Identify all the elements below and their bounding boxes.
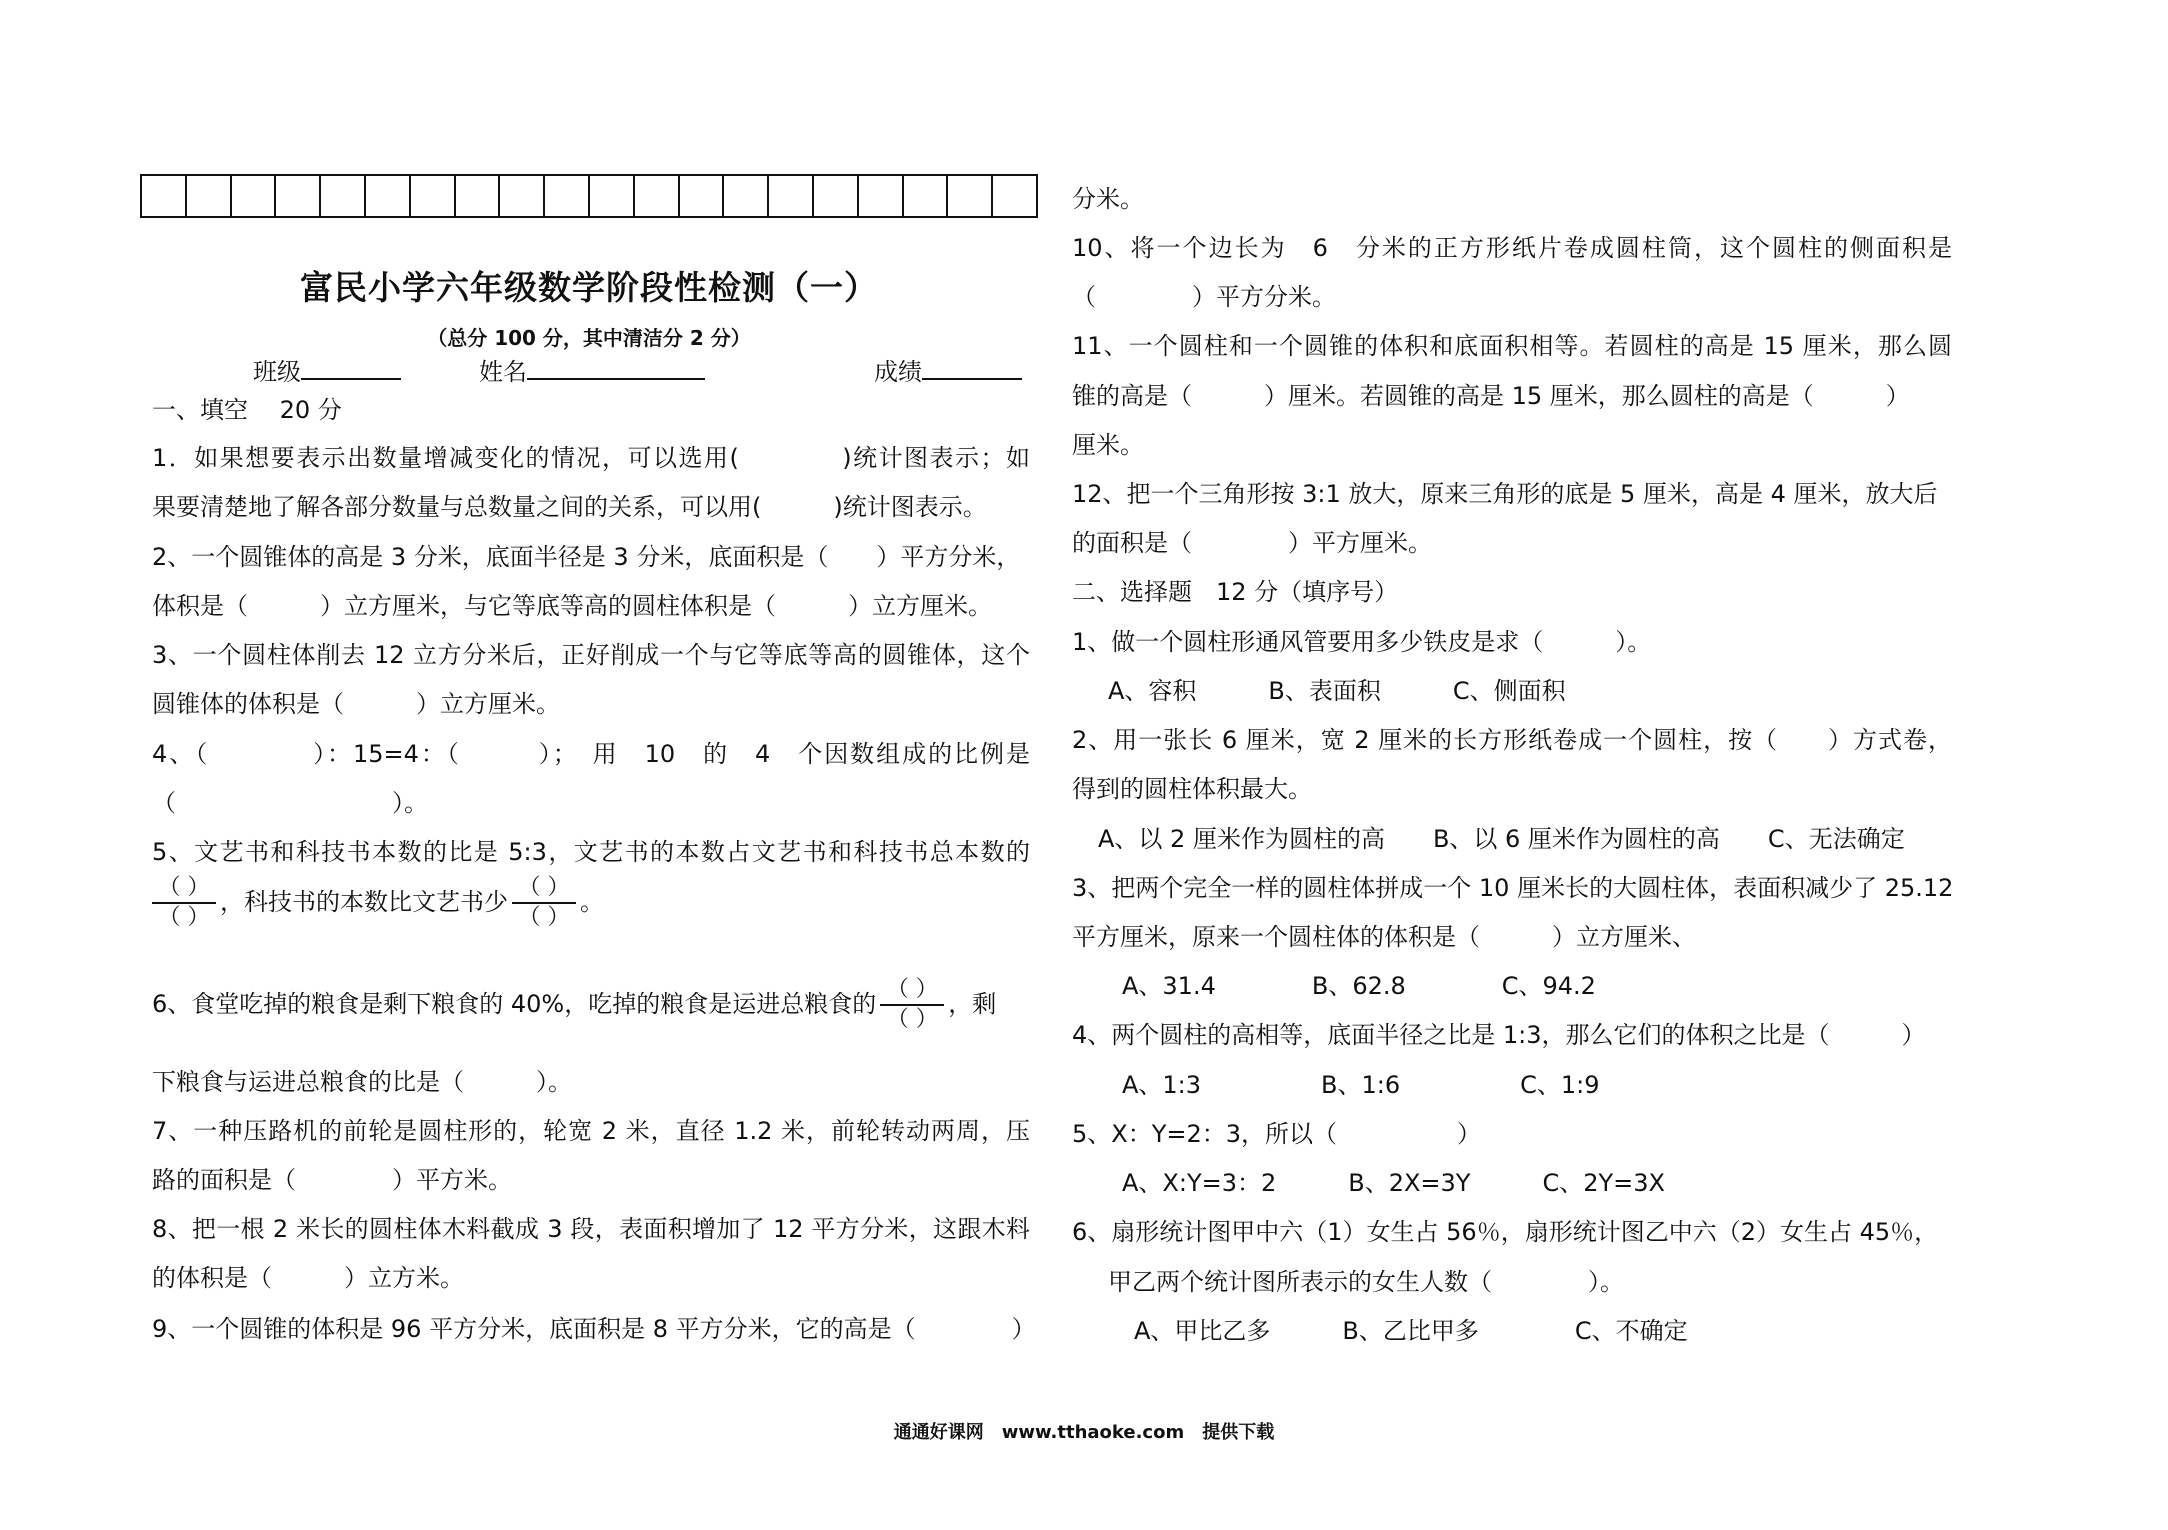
question-5-line-2: [152, 872, 1030, 932]
question-7-line-1: 7、一种压路机的前轮是圆柱形的，轮宽 2 米，直径 1.2 米，前轮转动两周，压: [152, 1117, 1030, 1145]
fraction-numerator: （ ）: [158, 875, 210, 900]
question-1-line-1: 1．如果想要表示出数量增减变化的情况，可以选用( )统计图表示；如: [152, 444, 1030, 472]
class-blank[interactable]: [301, 350, 401, 380]
choice-3-line-2: 平方厘米，原来一个圆柱体的体积是（ ）立方厘米、: [1072, 923, 1696, 951]
grid-cell[interactable]: [142, 176, 187, 216]
grid-cell[interactable]: [187, 176, 232, 216]
grid-cell[interactable]: [814, 176, 859, 216]
question-5-end-text: 。: [580, 888, 604, 916]
question-4-line-1: 4、（ ）：15=4：（ ）； 用 10 的 4 个因数组成的比例是: [152, 740, 1030, 768]
question-11-line-1: 11、一个圆柱和一个圆锥的体积和底面积相等。若圆柱的高是 15 厘米，那么圆: [1072, 332, 1952, 360]
grid-cell[interactable]: [769, 176, 814, 216]
grid-cell[interactable]: [545, 176, 590, 216]
grid-cell[interactable]: [456, 176, 501, 216]
exam-title: 富民小学六年级数学阶段性检测（一）: [300, 268, 878, 307]
question-6-line-1: [152, 974, 1030, 1034]
grid-cell[interactable]: [724, 176, 769, 216]
class-label: 班级: [253, 358, 301, 386]
choice-3-line-1: 3、把两个完全一样的圆柱体拼成一个 10 厘米长的大圆柱体，表面积减少了 25.12: [1072, 874, 1954, 902]
fraction-denominator: （ ）: [518, 905, 570, 930]
fraction-denominator: （ ）: [158, 905, 210, 930]
question-6-start-text: 6、食堂吃掉的粮食是剩下粮食的 40%，吃掉的粮食是运进总粮食的: [152, 990, 877, 1018]
choice-5-question: 5、X：Y=2：3，所以（ ）: [1072, 1120, 1482, 1148]
choice-3-options: A、31.4 B、62.8 C、94.2: [1122, 972, 1596, 1000]
question-4-line-2: （ ）。: [152, 789, 428, 817]
grid-cell[interactable]: [680, 176, 725, 216]
choice-6-line-2: 甲乙两个统计图所表示的女生人数（ ）。: [1108, 1268, 1624, 1296]
class-field: [253, 350, 401, 390]
question-5-line-1: 5、文艺书和科技书本数的比是 5:3，文艺书的本数占文艺书和科技书总本数的: [152, 838, 1030, 866]
question-6-line-2: 下粮食与运进总粮食的比是（ ）。: [152, 1068, 572, 1096]
choice-4-options: A、1:3 B、1:6 C、1:9: [1122, 1071, 1600, 1099]
question-3-line-1: 3、一个圆柱体削去 12 立方分米后，正好削成一个与它等底等高的圆锥体，这个: [152, 641, 1030, 669]
fraction-numerator: （ ）: [518, 875, 570, 900]
grid-cell[interactable]: [321, 176, 366, 216]
score-label: 成绩: [874, 358, 922, 386]
question-10-line-2: （ ）平方分米。: [1072, 283, 1336, 311]
question-7-line-2: 路的面积是（ ）平方米。: [152, 1166, 512, 1194]
choice-2-options: A、以 2 厘米作为圆柱的高 B、以 6 厘米作为圆柱的高 C、无法确定: [1098, 825, 1905, 853]
choice-5-options: A、X:Y=3：2 B、2X=3Y C、2Y=3X: [1122, 1169, 1665, 1197]
question-2-line-1: 2、一个圆锥体的高是 3 分米，底面半径是 3 分米，底面积是（ ）平方分米，: [152, 543, 1021, 571]
question-12-line-1: 12、把一个三角形按 3:1 放大，原来三角形的底是 5 厘米，高是 4 厘米，放大后: [1072, 480, 1938, 508]
fraction-numerator: （ ）: [886, 977, 938, 1002]
grid-cell[interactable]: [411, 176, 456, 216]
choice-1-options: A、容积 B、表面积 C、侧面积: [1108, 677, 1566, 705]
grid-cell[interactable]: [904, 176, 949, 216]
section-choice-heading: 二、选择题 12 分（填序号）: [1072, 578, 1399, 606]
choice-6-options: A、甲比乙多 B、乙比甲多 C、不确定: [1134, 1317, 1688, 1345]
grid-cell[interactable]: [948, 176, 993, 216]
choice-2-line-2: 得到的圆柱体积最大。: [1072, 775, 1312, 803]
grid-cell[interactable]: [366, 176, 411, 216]
question-10-line-1: 10、将一个边长为 6 分米的正方形纸片卷成圆柱筒，这个圆柱的侧面积是: [1072, 234, 1952, 262]
question-1-line-2: 果要清楚地了解各部分数量与总数量之间的关系，可以用( )统计图表示。: [152, 493, 987, 521]
student-number-grid: [140, 174, 1038, 218]
fraction-denominator: （ ）: [886, 1007, 938, 1032]
footer-source: 通通好课网 www.tthaoke.com 提供下载: [893, 1422, 1275, 1443]
grid-cell[interactable]: [590, 176, 635, 216]
name-blank[interactable]: [527, 350, 705, 380]
question-2-line-2: 体积是（ ）立方厘米，与它等底等高的圆柱体积是（ ）立方厘米。: [152, 592, 992, 620]
fraction-blank[interactable]: [512, 874, 576, 932]
score-blank[interactable]: [922, 350, 1022, 380]
question-8-line-1: 8、把一根 2 米长的圆柱体木料截成 3 段，表面积增加了 12 平方分米，这跟木料: [152, 1215, 1030, 1243]
question-12-line-2: 的面积是（ ）平方厘米。: [1072, 529, 1432, 557]
question-6-end-text: ，剩: [948, 990, 997, 1018]
grid-cell[interactable]: [276, 176, 321, 216]
grid-cell[interactable]: [859, 176, 904, 216]
exam-subtitle: （总分 100 分，其中清洁分 2 分）: [427, 326, 751, 350]
score-field: [874, 350, 1022, 390]
name-field: [479, 350, 705, 390]
fraction-blank[interactable]: [152, 874, 216, 932]
choice-1-question: 1、做一个圆柱形通风管要用多少铁皮是求（ ）。: [1072, 628, 1652, 656]
grid-cell[interactable]: [993, 176, 1036, 216]
section-fill-in-heading: 一、填空 20 分: [152, 396, 342, 424]
choice-4-question: 4、两个圆柱的高相等，底面半径之比是 1:3，那么它们的体积之比是（ ）: [1072, 1021, 1926, 1049]
fraction-blank[interactable]: [880, 976, 944, 1034]
question-9-line-2: 分米。: [1072, 185, 1144, 213]
choice-2-line-1: 2、用一张长 6 厘米，宽 2 厘米的长方形纸卷成一个圆柱，按（ ）方式卷，: [1072, 726, 1952, 754]
question-3-line-2: 圆锥体的体积是（ ）立方厘米。: [152, 690, 560, 718]
grid-cell[interactable]: [232, 176, 277, 216]
grid-cell[interactable]: [500, 176, 545, 216]
question-5-mid-text: ，科技书的本数比文艺书少: [220, 888, 508, 916]
question-11-line-2: 锥的高是（ ）厘米。若圆锥的高是 15 厘米，那么圆柱的高是（ ）: [1072, 382, 1910, 410]
choice-6-line-1: 6、扇形统计图甲中六（1）女生占 56％，扇形统计图乙中六（2）女生占 45％，: [1072, 1218, 1939, 1246]
question-8-line-2: 的体积是（ ）立方米。: [152, 1264, 464, 1292]
question-9-line-1: 9、一个圆锥的体积是 96 平方分米，底面积是 8 平方分米，它的高是（ ）: [152, 1315, 1036, 1343]
grid-cell[interactable]: [635, 176, 680, 216]
name-label: 姓名: [479, 358, 527, 386]
question-11-line-3: 厘米。: [1072, 431, 1144, 459]
